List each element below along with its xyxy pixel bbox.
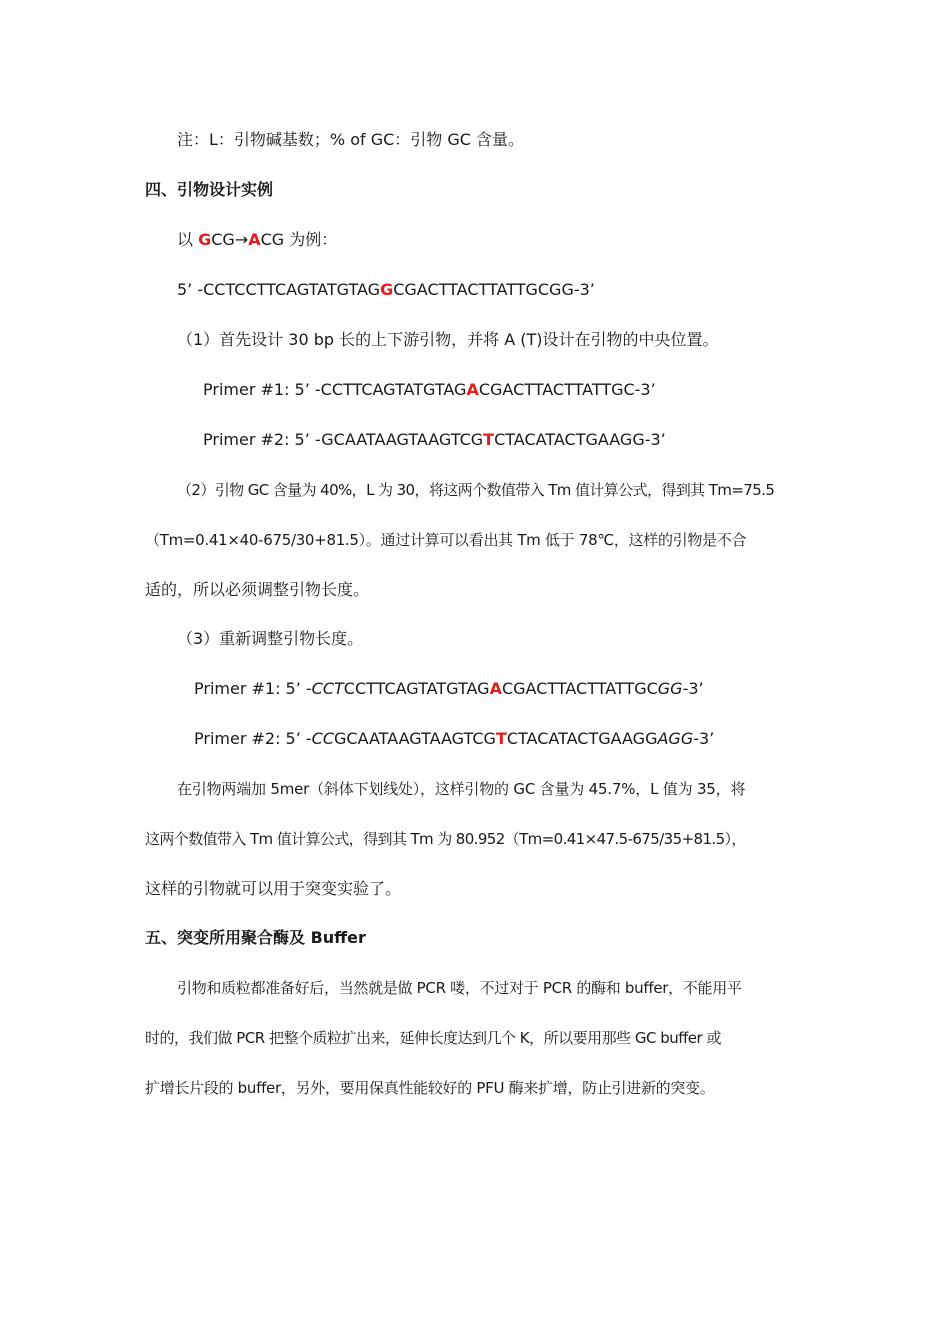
template-seq-post: CGACTTACTTATTGCGG-3’ — [393, 280, 595, 299]
step1-primer2-mut: T — [483, 430, 495, 449]
example-mid: CG→ — [211, 230, 249, 249]
step3-primer1-mid2: CGACTTACTTATTGC — [501, 679, 658, 698]
section5-para-line1: 引物和质粒都准备好后，当然就是做 PCR 喽，不过对于 PCR 的酶和 buffer，不能用平 — [177, 979, 742, 997]
example-mut2: A — [248, 230, 261, 249]
step1-primer1 — [203, 379, 656, 401]
section5-para-line2: 时的，我们做 PCR 把整个质粒扩出来，延伸长度达到几个 K，所以要用那些 GC buffer 或 — [145, 1029, 721, 1047]
step3-primer2 — [194, 728, 714, 750]
example-pre: 以 — [177, 230, 199, 249]
step1-primer1-mut: A — [466, 380, 479, 399]
step3-primer2-mut: T — [495, 729, 507, 748]
template-sequence — [177, 279, 595, 301]
step3-primer2-post: -3’ — [693, 729, 715, 748]
template-seq-mut: G — [380, 280, 394, 299]
example-post: CG 为例： — [260, 230, 338, 249]
step3-primer1-ital1: CCT — [311, 679, 344, 698]
example-line — [177, 229, 337, 251]
section4-para-line3: 这样的引物就可以用于突变实验了。 — [145, 879, 402, 898]
step3-primer1-pre: Primer #1: 5’ - — [194, 679, 312, 698]
step2-line1: （2）引物 GC 含量为 40%，L 为 30，将这两个数值带入 Tm 值计算公式，得到其 Tm=75.5 — [177, 481, 775, 499]
example-mut1: G — [198, 230, 212, 249]
step1-primer2-post: CTACATACTGAAGG-3’ — [494, 430, 666, 449]
step3-primer1-post: -3’ — [682, 679, 704, 698]
step3-primer1-mut: A — [489, 679, 502, 698]
section4-para-line2: 这两个数值带入 Tm 值计算公式，得到其 Tm 为 80.952（Tm=0.41×47.5-675/35+81.5）， — [145, 830, 746, 848]
step1-primer2 — [203, 429, 666, 451]
step3-primer2-ital2: AGG — [657, 729, 694, 748]
step1-primer1-post: CGACTTACTTATTGC-3’ — [478, 380, 656, 399]
section5-para-line3: 扩增长片段的 buffer，另外，要用保真性能较好的 PFU 酶来扩增，防止引进新的突变。 — [145, 1079, 715, 1097]
step3-primer2-mid1: GCAATAAGTAAGTCG — [334, 729, 496, 748]
template-seq-pre: 5’ -CCTCCTTCAGTATGTAG — [177, 280, 381, 299]
section4-heading: 四、引物设计实例 — [145, 180, 274, 199]
step2-line3: 适的，所以必须调整引物长度。 — [145, 580, 370, 599]
step3-text: （3）重新调整引物长度。 — [177, 629, 364, 648]
step3-primer2-mid2: CTACATACTGAAGG — [506, 729, 658, 748]
step3-primer2-ital1: CC — [311, 729, 335, 748]
step1-text: （1）首先设计 30 bp 长的上下游引物，并将 A (T)设计在引物的中央位置。 — [177, 330, 719, 349]
step3-primer1-mid1: CCTTCAGTATGTAG — [343, 679, 490, 698]
step1-primer2-pre: Primer #2: 5’ -GCAATAAGTAAGTCG — [203, 430, 484, 449]
note-line: 注：L：引物碱基数；% of GC：引物 GC 含量。 — [177, 130, 525, 149]
section4-para-line1: 在引物两端加 5mer（斜体下划线处），这样引物的 GC 含量为 45.7%，L 值为 35，将 — [177, 780, 746, 798]
step1-primer1-pre: Primer #1: 5’ -CCTTCAGTATGTAG — [203, 380, 467, 399]
step3-primer1 — [194, 678, 704, 700]
section5-heading: 五、突变所用聚合酶及 Buffer — [145, 928, 366, 947]
step3-primer1-ital2: GG — [657, 679, 683, 698]
step3-primer2-pre: Primer #2: 5’ - — [194, 729, 312, 748]
step2-line2: （Tm=0.41×40-675/30+81.5）。通过计算可以看出其 Tm 低于 78℃，这样的引物是不合 — [145, 531, 747, 549]
